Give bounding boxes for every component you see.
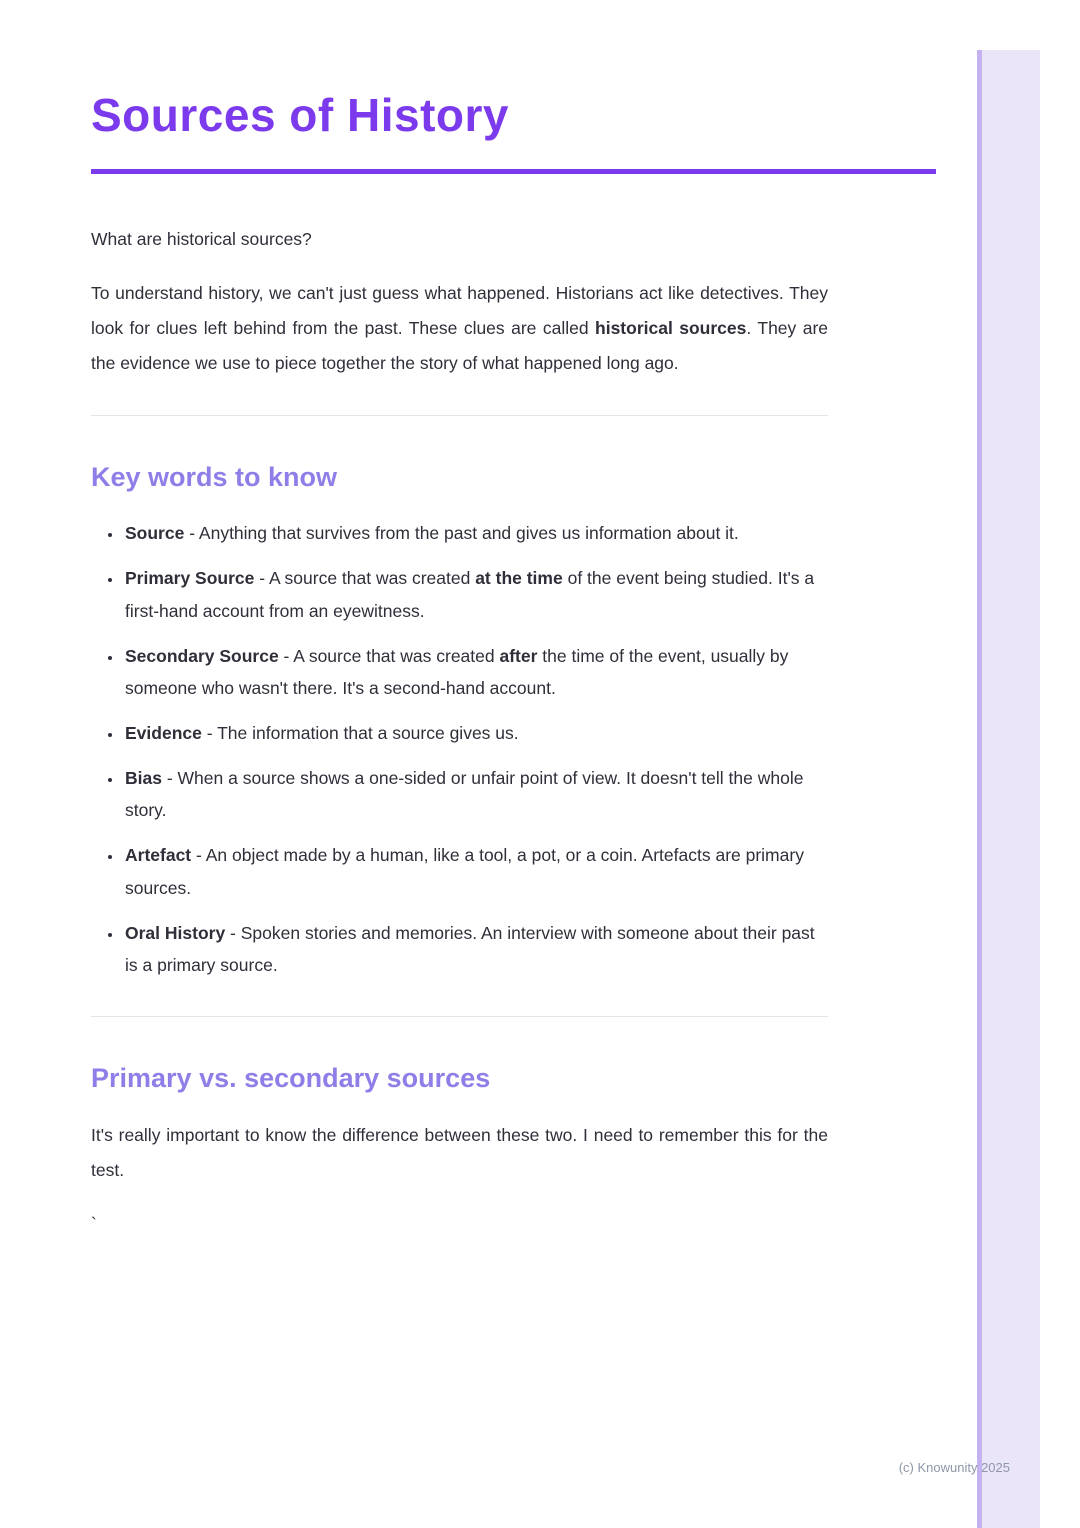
- text: . They are the evidence we use to piece together the story of what happened long ago.: [91, 318, 829, 374]
- keyword-item: [123, 717, 828, 750]
- keyword-item: [123, 917, 828, 982]
- bold-text: Oral History: [125, 922, 226, 943]
- stray-backtick: `: [91, 1214, 97, 1235]
- bold-text: at the time: [475, 568, 563, 589]
- keyword-item: [123, 562, 828, 627]
- text: - A source that was created: [278, 645, 500, 666]
- right-margin-strip: [977, 50, 1040, 1528]
- text: of the event being studied. It's a first-hand account from an eyewitness.: [125, 568, 815, 621]
- bold-text: Artefact: [125, 845, 192, 866]
- bold-text: Source: [125, 523, 185, 544]
- comparison-paragraph: [91, 1118, 828, 1188]
- document-content: [91, 0, 828, 1235]
- text: - An object made by a human, like a tool, a pot, or a coin. Artefacts are primary sources.: [125, 845, 804, 898]
- bold-text: Secondary Source: [125, 645, 279, 666]
- page-title: Sources of History: [91, 89, 509, 141]
- keyword-item: [123, 640, 828, 705]
- text: - Spoken stories and memories. An interview with someone about their past is a primary source.: [125, 922, 815, 976]
- bold-text: Bias: [125, 767, 162, 788]
- keyword-item: [123, 762, 828, 827]
- text: To understand history, we can't just guess what happened. Historians act like detectives. They look for clues left behind from the past. These clues are called: [91, 283, 828, 339]
- bold-text: Primary Source: [125, 568, 255, 589]
- bold-text: Evidence: [125, 723, 202, 744]
- text: - A source that was created: [254, 568, 476, 589]
- bold-text: after: [499, 645, 538, 666]
- comparison-heading: Primary vs. secondary sources: [91, 1063, 491, 1094]
- section-divider-2: [91, 1016, 828, 1017]
- section-divider-1: [91, 415, 828, 416]
- intro-paragraph: [91, 276, 828, 381]
- intro-question: What are historical sources?: [91, 229, 312, 250]
- keywords-list: [91, 517, 828, 982]
- text: the time of the event, usually by someone who wasn't there. It's a second-hand account.: [125, 645, 789, 699]
- bold-text: historical sources: [595, 318, 747, 339]
- text: - Anything that survives from the past and gives us information about it.: [184, 523, 739, 544]
- keywords-heading: Key words to know: [91, 462, 338, 493]
- keyword-item: [123, 517, 828, 550]
- title-rule: [91, 169, 936, 174]
- footer-credit: (c) Knowunity 2025: [898, 1460, 1010, 1475]
- text: It's really important to know the difference between these two. I need to remember this for the test.: [91, 1125, 828, 1181]
- keyword-item: [123, 839, 828, 904]
- text: - The information that a source gives us.: [201, 723, 519, 744]
- text: - When a source shows a one-sided or unfair point of view. It doesn't tell the whole story.: [125, 767, 804, 821]
